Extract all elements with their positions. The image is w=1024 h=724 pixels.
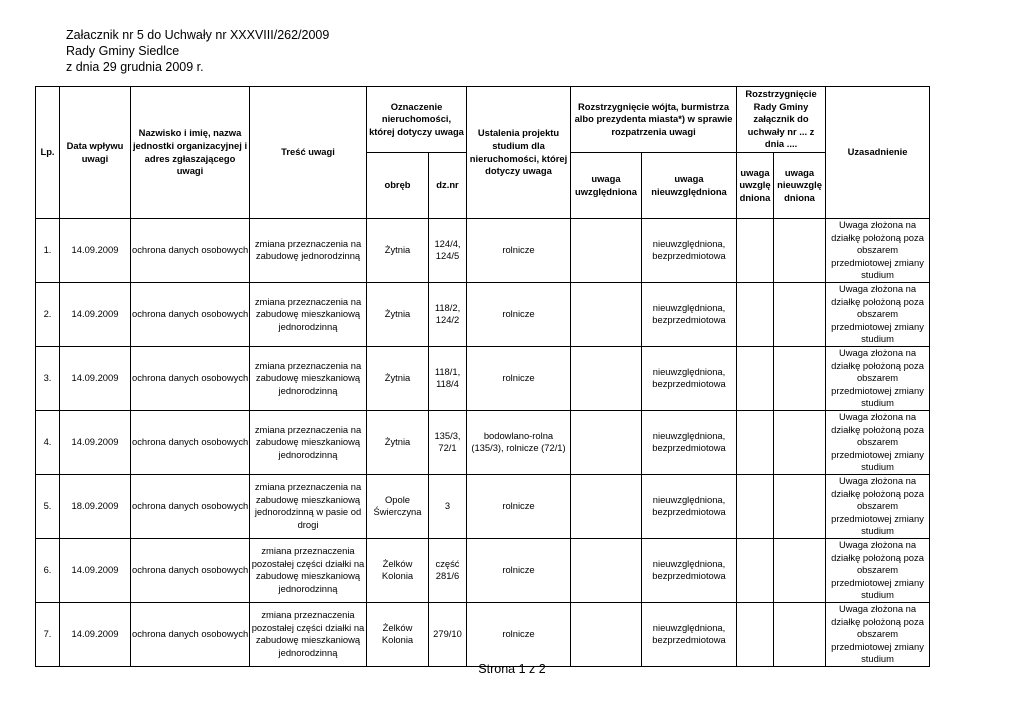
table-row	[36, 538, 930, 602]
table-row	[36, 474, 930, 538]
page-number: Strona 1 z 2	[478, 662, 546, 676]
cell-wojt-uwzgl	[571, 282, 642, 346]
cell-data: 14.09.2009	[60, 346, 131, 410]
header-rada-nieuwzgl: uwaga nieuwzględniona	[774, 153, 826, 219]
header-rada-uwzgl: uwaga uwzględniona	[737, 153, 774, 219]
cell-ustalenia: rolnicze	[467, 474, 571, 538]
cell-rada-uwzgl	[737, 346, 774, 410]
table-row	[36, 219, 930, 283]
cell-rada-nieuwzgl	[774, 346, 826, 410]
cell-rada-uwzgl	[737, 282, 774, 346]
cell-lp: 2.	[36, 282, 60, 346]
cell-rada-uwzgl	[737, 538, 774, 602]
table-row	[36, 346, 930, 410]
cell-wojt-uwzgl	[571, 346, 642, 410]
cell-lp: 3.	[36, 346, 60, 410]
cell-nazwisko: ochrona danych osobowych	[131, 538, 250, 602]
cell-rada-nieuwzgl	[774, 410, 826, 474]
cell-nazwisko: ochrona danych osobowych	[131, 474, 250, 538]
cell-wojt-nieuwzgl: nieuwzględniona, bezprzedmiotowa	[642, 410, 737, 474]
cell-obreb: Żytnia	[367, 410, 429, 474]
cell-rada-uwzgl	[737, 474, 774, 538]
cell-dz: 3	[429, 474, 467, 538]
cell-tresc: zmiana przeznaczenia pozostałej części działki na zabudowę mieszkaniową jednorodzinną	[250, 538, 367, 602]
cell-obreb: Żytnia	[367, 346, 429, 410]
cell-rada-nieuwzgl	[774, 602, 826, 666]
cell-lp: 5.	[36, 474, 60, 538]
cell-rada-nieuwzgl	[774, 282, 826, 346]
cell-rada-nieuwzgl	[774, 474, 826, 538]
header-line-attachment: Załacznik nr 5 do Uchwały nr XXXVIII/262/2009	[66, 28, 330, 42]
cell-obreb: Żytnia	[367, 219, 429, 283]
cell-ustalenia: bodowlano-rolna (135/3), rolnicze (72/1)	[467, 410, 571, 474]
cell-nazwisko: ochrona danych osobowych	[131, 219, 250, 283]
cell-uzasadnienie: Uwaga złożona na działkę położoną poza obszarem przedmiotowej zmiany studium	[826, 602, 930, 666]
cell-ustalenia: rolnicze	[467, 602, 571, 666]
cell-uzasadnienie: Uwaga złożona na działkę położoną poza obszarem przedmiotowej zmiany studium	[826, 410, 930, 474]
cell-rada-uwzgl	[737, 410, 774, 474]
cell-tresc: zmiana przeznaczenia na zabudowę mieszkaniową jednorodzinną	[250, 410, 367, 474]
cell-nazwisko: ochrona danych osobowych	[131, 282, 250, 346]
header-rozstrzygniecie-rady: Rozstrzygnięcie Rady Gminy załącznik do uchwały nr ... z dnia ....	[737, 87, 826, 153]
cell-wojt-uwzgl	[571, 538, 642, 602]
cell-dz: 279/10	[429, 602, 467, 666]
cell-data: 14.09.2009	[60, 410, 131, 474]
cell-obreb: Żytnia	[367, 282, 429, 346]
cell-dz: część 281/6	[429, 538, 467, 602]
cell-tresc: zmiana przeznaczenia na zabudowę mieszkaniową jednorodzinną w pasie od drogi	[250, 474, 367, 538]
cell-wojt-nieuwzgl: nieuwzględniona, bezprzedmiotowa	[642, 474, 737, 538]
cell-nazwisko: ochrona danych osobowych	[131, 602, 250, 666]
cell-dz: 118/2, 124/2	[429, 282, 467, 346]
cell-uzasadnienie: Uwaga złożona na działkę położoną poza obszarem przedmiotowej zmiany studium	[826, 474, 930, 538]
cell-ustalenia: rolnicze	[467, 538, 571, 602]
cell-uzasadnienie: Uwaga złożona na działkę położoną poza obszarem przedmiotowej zmiany studium	[826, 282, 930, 346]
cell-dz: 135/3, 72/1	[429, 410, 467, 474]
cell-data: 14.09.2009	[60, 282, 131, 346]
cell-ustalenia: rolnicze	[467, 346, 571, 410]
cell-rada-uwzgl	[737, 219, 774, 283]
header-tresc: Treść uwagi	[250, 87, 367, 219]
header-oznaczenie: Oznaczenie nieruchomości, której dotyczy uwaga	[367, 87, 467, 153]
cell-obreb: Żelków Kolonia	[367, 602, 429, 666]
cell-ustalenia: rolnicze	[467, 282, 571, 346]
header-uzasadnienie: Uzasadnienie	[826, 87, 930, 219]
header-nazwisko: Nazwisko i imię, nazwa jednostki organizacyjnej i adres zgłaszającego uwagi	[131, 87, 250, 219]
cell-nazwisko: ochrona danych osobowych	[131, 410, 250, 474]
header-data-wplywu: Data wpływu uwagi	[60, 87, 131, 219]
cell-wojt-uwzgl	[571, 219, 642, 283]
cell-data: 18.09.2009	[60, 474, 131, 538]
cell-wojt-uwzgl	[571, 602, 642, 666]
cell-obreb: Żelków Kolonia	[367, 538, 429, 602]
cell-rada-uwzgl	[737, 602, 774, 666]
table-row	[36, 602, 930, 666]
table-row	[36, 282, 930, 346]
cell-nazwisko: ochrona danych osobowych	[131, 346, 250, 410]
table-header-row-1	[36, 87, 930, 153]
table-row	[36, 410, 930, 474]
cell-data: 14.09.2009	[60, 219, 131, 283]
cell-lp: 4.	[36, 410, 60, 474]
document-header	[66, 27, 329, 75]
header-lp: Lp.	[36, 87, 60, 219]
cell-tresc: zmiana przeznaczenia na zabudowę mieszkaniową jednorodzinną	[250, 346, 367, 410]
header-line-date: z dnia 29 grudnia 2009 r.	[66, 60, 204, 74]
cell-data: 14.09.2009	[60, 602, 131, 666]
cell-tresc: zmiana przeznaczenia pozostałej części działki na zabudowę mieszkaniową jednorodzinną	[250, 602, 367, 666]
cell-wojt-nieuwzgl: nieuwzględniona, bezprzedmiotowa	[642, 219, 737, 283]
cell-lp: 1.	[36, 219, 60, 283]
cell-ustalenia: rolnicze	[467, 219, 571, 283]
cell-tresc: zmiana przeznaczenia na zabudowę mieszkaniową jednorodzinną	[250, 282, 367, 346]
cell-wojt-uwzgl	[571, 474, 642, 538]
cell-wojt-nieuwzgl: nieuwzględniona, bezprzedmiotowa	[642, 346, 737, 410]
cell-wojt-nieuwzgl: nieuwzględniona, bezprzedmiotowa	[642, 282, 737, 346]
cell-rada-nieuwzgl	[774, 538, 826, 602]
header-wojt-nieuwzgl: uwaga nieuwzględniona	[642, 153, 737, 219]
cell-lp: 6.	[36, 538, 60, 602]
header-rozstrzygniecie-wojta: Rozstrzygnięcie wójta, burmistrza albo prezydenta miasta*) w sprawie rozpatrzenia uwagi	[571, 87, 737, 153]
cell-uzasadnienie: Uwaga złożona na działkę położoną poza obszarem przedmiotowej zmiany studium	[826, 538, 930, 602]
cell-wojt-nieuwzgl: nieuwzględniona, bezprzedmiotowa	[642, 602, 737, 666]
header-obreb: obręb	[367, 153, 429, 219]
cell-tresc: zmiana przeznaczenia na zabudowę jednorodzinną	[250, 219, 367, 283]
cell-data: 14.09.2009	[60, 538, 131, 602]
header-ustalenia: Ustalenia projektu studium dla nieruchomości, której dotyczy uwaga	[467, 87, 571, 219]
cell-wojt-uwzgl	[571, 410, 642, 474]
header-wojt-uwzgl: uwaga uwzględniona	[571, 153, 642, 219]
cell-dz: 118/1, 118/4	[429, 346, 467, 410]
cell-dz: 124/4, 124/5	[429, 219, 467, 283]
cell-obreb: Opole Świerczyna	[367, 474, 429, 538]
cell-rada-nieuwzgl	[774, 219, 826, 283]
cell-wojt-nieuwzgl: nieuwzględniona, bezprzedmiotowa	[642, 538, 737, 602]
header-line-council: Rady Gminy Siedlce	[66, 44, 180, 58]
cell-lp: 7.	[36, 602, 60, 666]
cell-uzasadnienie: Uwaga złożona na działkę położoną poza obszarem przedmiotowej zmiany studium	[826, 219, 930, 283]
cell-uzasadnienie: Uwaga złożona na działkę położoną poza obszarem przedmiotowej zmiany studium	[826, 346, 930, 410]
header-dz-nr: dz.nr	[429, 153, 467, 219]
remarks-table	[35, 86, 930, 667]
